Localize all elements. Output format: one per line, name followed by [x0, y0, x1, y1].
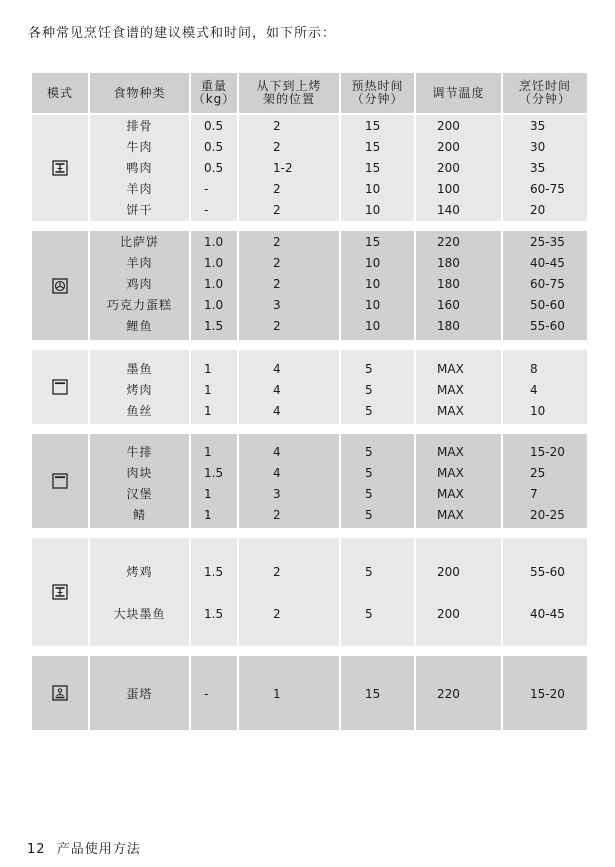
cell-value: 2 [273, 607, 281, 621]
cell-value: 10 [365, 298, 381, 312]
cell-value: 4 [273, 404, 281, 418]
cell-value: 200 [437, 161, 460, 175]
header-mode: 模式 [31, 72, 89, 114]
cell-value: 1 [204, 404, 212, 418]
cell-value: MAX [437, 362, 464, 376]
cell-value: 羊肉 [126, 182, 153, 196]
position-cell [238, 349, 340, 425]
food-cell [89, 349, 190, 425]
cell-value: 160 [437, 298, 460, 312]
cell-value: 220 [437, 235, 460, 249]
table-row [31, 655, 588, 731]
cell-value: 50-60 [530, 298, 565, 312]
group-separator [31, 425, 588, 433]
cell-value: 1.5 [204, 565, 224, 579]
cell-value: 15 [365, 119, 381, 133]
mode-cell [31, 433, 89, 529]
cell-value: 0.5 [204, 140, 224, 154]
cell-value: 烤鸡 [126, 565, 153, 579]
table-row [31, 433, 588, 529]
cooking-table [30, 71, 589, 732]
cell-value: 1.0 [204, 277, 224, 291]
cell-value: - [204, 203, 209, 217]
cell-value: 1 [204, 445, 212, 459]
cell-value: 5 [365, 607, 373, 621]
position-cell [238, 433, 340, 529]
cell-value: 5 [365, 445, 373, 459]
cell-value: 5 [365, 383, 373, 397]
cell-value: 1 [204, 508, 212, 522]
cell-value: 10 [365, 182, 381, 196]
cell-value: 比萨饼 [119, 235, 159, 249]
weight-cell [190, 349, 238, 425]
temperature-cell [415, 433, 502, 529]
temperature-cell [415, 349, 502, 425]
cell-value: 60-75 [530, 182, 565, 196]
cell-value: 蛋塔 [126, 687, 153, 701]
cell-value: 汉堡 [126, 487, 153, 501]
header-temperature: 调节温度 [415, 72, 502, 114]
top-bottom-heat-icon [52, 584, 68, 600]
weight-cell [190, 655, 238, 731]
cell-value: MAX [437, 383, 464, 397]
cell-value: 2 [273, 319, 281, 333]
cell-value: 25 [530, 466, 546, 480]
preheat-cell [340, 537, 415, 647]
food-cell [89, 433, 190, 529]
cell-value: 饼干 [126, 203, 153, 217]
group-separator [31, 647, 588, 655]
cell-value: 200 [437, 565, 460, 579]
cell-value: MAX [437, 508, 464, 522]
cell-value: 5 [365, 404, 373, 418]
cell-value: MAX [437, 487, 464, 501]
cell-value: 1 [204, 487, 212, 501]
position-cell [238, 114, 340, 222]
cell-value: 1.0 [204, 256, 224, 270]
cell-value: - [204, 182, 209, 196]
page-footer [27, 838, 141, 857]
mode-cell [31, 655, 89, 731]
temperature-cell [415, 114, 502, 222]
cell-value: 2 [273, 277, 281, 291]
cell-value: 0.5 [204, 119, 224, 133]
weight-cell [190, 230, 238, 341]
cell-value: 羊肉 [126, 256, 153, 270]
table-row [31, 537, 588, 647]
mode-cell [31, 230, 89, 341]
cell-value: 100 [437, 182, 460, 196]
weight-cell [190, 114, 238, 222]
cell-value: 烤肉 [126, 383, 153, 397]
cell-value: 200 [437, 607, 460, 621]
cooktime-cell [502, 433, 588, 529]
fan-heat-icon [52, 278, 68, 294]
cell-value: 鱼丝 [126, 404, 153, 418]
food-cell [89, 114, 190, 222]
header-food: 食物种类 [89, 72, 190, 114]
cell-value: 鸡肉 [126, 277, 153, 291]
table-row [31, 349, 588, 425]
group-separator [31, 341, 588, 349]
cell-value: 15 [365, 235, 381, 249]
cell-value: 20 [530, 203, 546, 217]
cell-value: 4 [273, 445, 281, 459]
cell-value: 10 [365, 256, 381, 270]
bottom-heat-fan-icon [52, 685, 68, 701]
preheat-cell [340, 433, 415, 529]
cell-value: 肉块 [126, 466, 153, 480]
intro-text: 各种常见烹饪食谱的建议模式和时间，如下所示： [28, 26, 337, 41]
cell-value: 2 [273, 182, 281, 196]
cell-value: 15 [365, 687, 381, 701]
cell-value: 2 [273, 203, 281, 217]
cell-value: 1.0 [204, 235, 224, 249]
preheat-cell [340, 230, 415, 341]
cell-value: 180 [437, 319, 460, 333]
cell-value: 牛肉 [126, 140, 153, 154]
cell-value: MAX [437, 445, 464, 459]
cell-value: 3 [273, 487, 281, 501]
group-separator [31, 222, 588, 230]
header-weight: 重量 （kg） [190, 72, 238, 114]
food-cell [89, 537, 190, 647]
cell-value: 1 [273, 687, 281, 701]
cooktime-cell [502, 349, 588, 425]
cell-value: 25-35 [530, 235, 565, 249]
group-separator [31, 529, 588, 537]
cell-value: 2 [273, 565, 281, 579]
cell-value: 1.5 [204, 319, 224, 333]
cell-value: 牛排 [126, 445, 153, 459]
cell-value: 180 [437, 256, 460, 270]
header-position: 从下到上烤 架的位置 [238, 72, 340, 114]
temperature-cell [415, 230, 502, 341]
cell-value: 40-45 [530, 607, 565, 621]
page-number: 12 [27, 842, 46, 857]
cell-value: 35 [530, 119, 546, 133]
cell-value: 2 [273, 119, 281, 133]
cell-value: 4 [273, 362, 281, 376]
preheat-cell [340, 349, 415, 425]
cell-value: - [204, 687, 209, 701]
cell-value: 3 [273, 298, 281, 312]
cell-value: 1 [204, 362, 212, 376]
cell-value: 40-45 [530, 256, 565, 270]
cell-value: 60-75 [530, 277, 565, 291]
cell-value: 200 [437, 140, 460, 154]
position-cell [238, 655, 340, 731]
cell-value: 巧克力蛋糕 [106, 298, 172, 312]
cell-value: 鲭 [132, 508, 146, 522]
cell-value: 2 [273, 235, 281, 249]
position-cell [238, 537, 340, 647]
cell-value: 5 [365, 362, 373, 376]
top-bottom-heat-icon [52, 160, 68, 176]
preheat-cell [340, 114, 415, 222]
cell-value: 5 [365, 466, 373, 480]
cell-value: 20-25 [530, 508, 565, 522]
cell-value: 鸭肉 [126, 161, 153, 175]
cell-value: 55-60 [530, 565, 565, 579]
cooktime-cell [502, 230, 588, 341]
food-cell [89, 655, 190, 731]
cell-value: 墨鱼 [126, 362, 153, 376]
header-row [31, 72, 588, 114]
cell-value: MAX [437, 466, 464, 480]
cell-value: 2 [273, 256, 281, 270]
cooktime-cell [502, 655, 588, 731]
preheat-cell [340, 655, 415, 731]
cell-value: 15 [365, 161, 381, 175]
cell-value: 8 [530, 362, 538, 376]
top-grill-icon [52, 379, 68, 395]
position-cell [238, 230, 340, 341]
cell-value: 1.5 [204, 466, 224, 480]
cell-value: 220 [437, 687, 460, 701]
cell-value: 15-20 [530, 445, 565, 459]
cell-value: 1.0 [204, 298, 224, 312]
cell-value: 10 [530, 404, 546, 418]
weight-cell [190, 433, 238, 529]
cell-value: 0.5 [204, 161, 224, 175]
cell-value: 140 [437, 203, 460, 217]
temperature-cell [415, 655, 502, 731]
cell-value: 4 [530, 383, 538, 397]
mode-cell [31, 114, 89, 222]
cell-value: 30 [530, 140, 546, 154]
top-grill-icon [52, 473, 68, 489]
cell-value: 1-2 [273, 161, 293, 175]
food-cell [89, 230, 190, 341]
cell-value: 10 [365, 277, 381, 291]
cell-value: 5 [365, 508, 373, 522]
cell-value: 排骨 [126, 119, 153, 133]
cell-value: 200 [437, 119, 460, 133]
cell-value: 15-20 [530, 687, 565, 701]
cell-value: 大块墨鱼 [113, 607, 166, 621]
cell-value: 鲤鱼 [126, 319, 153, 333]
cell-value: 180 [437, 277, 460, 291]
cell-value: 5 [365, 565, 373, 579]
cell-value: 4 [273, 466, 281, 480]
cell-value: 1.5 [204, 607, 224, 621]
cooktime-cell [502, 537, 588, 647]
temperature-cell [415, 537, 502, 647]
cell-value: 2 [273, 508, 281, 522]
section-title: 产品使用方法 [56, 842, 141, 857]
table-row [31, 230, 588, 341]
mode-cell [31, 537, 89, 647]
cell-value: 55-60 [530, 319, 565, 333]
cell-value: 4 [273, 383, 281, 397]
cell-value: 10 [365, 203, 381, 217]
cell-value: 10 [365, 319, 381, 333]
mode-cell [31, 349, 89, 425]
cell-value: 35 [530, 161, 546, 175]
header-cooktime: 烹饪时间 （分钟） [502, 72, 588, 114]
cell-value: MAX [437, 404, 464, 418]
header-preheat: 预热时间 （分钟） [340, 72, 415, 114]
weight-cell [190, 537, 238, 647]
cell-value: 1 [204, 383, 212, 397]
cell-value: 5 [365, 487, 373, 501]
table-row [31, 114, 588, 222]
cell-value: 15 [365, 140, 381, 154]
cell-value: 7 [530, 487, 538, 501]
cooktime-cell [502, 114, 588, 222]
cell-value: 2 [273, 140, 281, 154]
